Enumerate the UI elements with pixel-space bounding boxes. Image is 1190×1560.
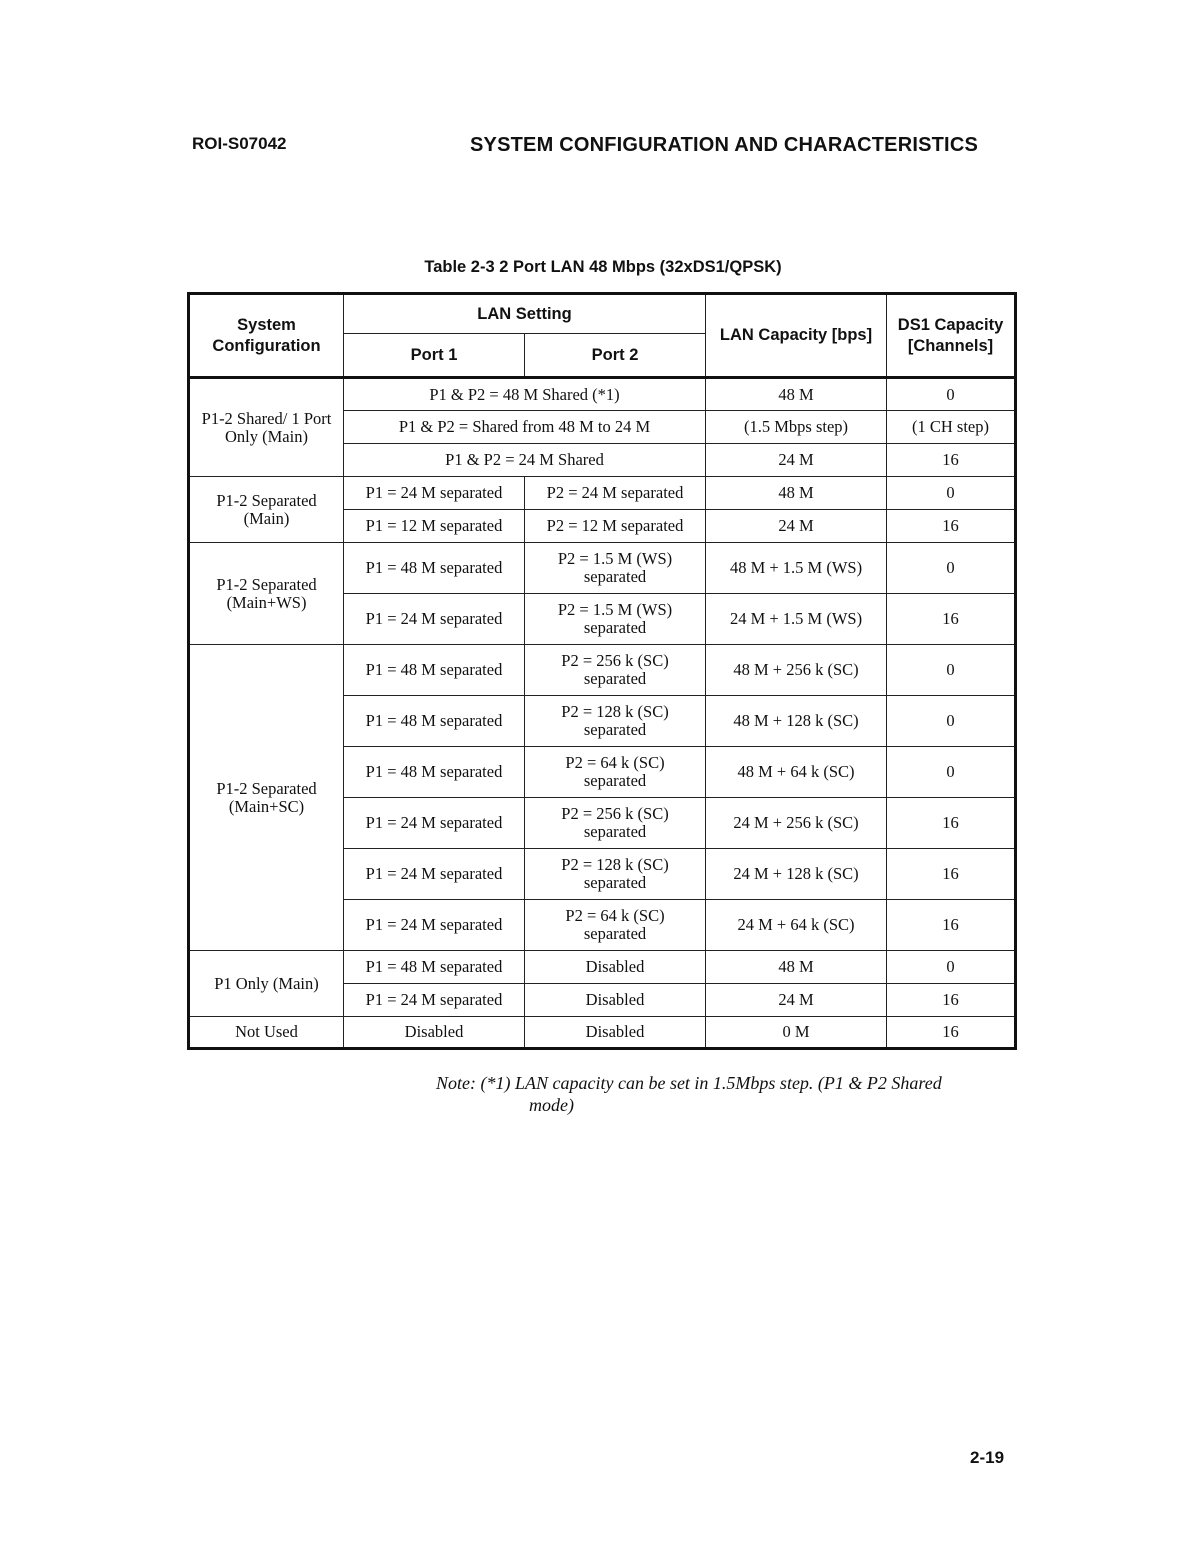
config-cell: P1-2 Separated (Main+SC) [189, 645, 344, 951]
port1-cell: P1 = 24 M separated [344, 594, 525, 645]
port2-cell [525, 543, 706, 594]
note-line1: Note: (*1) LAN capacity can be set in 1.5Mbps step. (P1 & P2 Shared [436, 1073, 942, 1093]
lan-capacity-cell: 48 M + 1.5 M (WS) [706, 543, 887, 594]
port2-line1: P2 = 256 k (SC) [561, 804, 669, 823]
port2-line1: P2 = 128 k (SC) [561, 855, 669, 874]
ds1-cell: 16 [887, 900, 1016, 951]
lan-capacity-cell: 24 M + 1.5 M (WS) [706, 594, 887, 645]
ds1-cell: 0 [887, 645, 1016, 696]
ds1-cell: 16 [887, 849, 1016, 900]
section-title: SYSTEM CONFIGURATION AND CHARACTERISTICS [470, 134, 978, 156]
port1-cell: P1 = 24 M separated [344, 849, 525, 900]
port2-cell: Disabled [525, 1017, 706, 1049]
port1-cell: P1 = 12 M separated [344, 510, 525, 543]
lan-capacity-cell: 48 M [706, 477, 887, 510]
port2-cell [525, 849, 706, 900]
port2-line1: P2 = 256 k (SC) [561, 651, 669, 670]
config-cell: P1-2 Separated (Main) [189, 477, 344, 543]
port2-line2: separated [583, 618, 647, 637]
port2-line2: separated [583, 669, 647, 688]
port2-cell [525, 747, 706, 798]
port2-cell: P2 = 12 M separated [525, 510, 706, 543]
ds1-cell: 16 [887, 444, 1016, 477]
ds1-cell: 0 [887, 378, 1016, 411]
port2-cell: P2 = 24 M separated [525, 477, 706, 510]
config-cell: P1 Only (Main) [189, 951, 344, 1017]
lan-capacity-cell: 0 M [706, 1017, 887, 1049]
config-cell: Not Used [189, 1017, 344, 1049]
ds1-cell: 0 [887, 747, 1016, 798]
ds1-cell: (1 CH step) [887, 411, 1016, 444]
config-cell: P1-2 Separated (Main+WS) [189, 543, 344, 645]
ds1-cell: 0 [887, 951, 1016, 984]
port2-cell: Disabled [525, 984, 706, 1017]
port1-cell: Disabled [344, 1017, 525, 1049]
ds1-cell: 16 [887, 510, 1016, 543]
port1-cell: P1 = 24 M separated [344, 900, 525, 951]
table-row [189, 378, 1016, 411]
header-port2: Port 2 [525, 334, 706, 378]
ds1-cell: 16 [887, 984, 1016, 1017]
port2-cell [525, 645, 706, 696]
port1-cell: P1 = 48 M separated [344, 747, 525, 798]
port2-cell: Disabled [525, 951, 706, 984]
port2-line2: separated [583, 822, 647, 841]
header-ds1-capacity: DS1 Capacity [Channels] [887, 294, 1016, 378]
port2-line2: separated [583, 873, 647, 892]
lan-setting-cell: P1 & P2 = 24 M Shared [344, 444, 706, 477]
note-line2: mode) [529, 1095, 574, 1115]
ds1-cell: 0 [887, 543, 1016, 594]
header-system-configuration: System Configuration [189, 294, 344, 378]
port1-cell: P1 = 24 M separated [344, 798, 525, 849]
port2-line2: separated [583, 567, 647, 586]
ds1-cell: 0 [887, 696, 1016, 747]
port1-cell: P1 = 48 M separated [344, 543, 525, 594]
port2-line1: P2 = 128 k (SC) [561, 702, 669, 721]
port2-line2: separated [583, 771, 647, 790]
port2-cell [525, 696, 706, 747]
port2-cell [525, 798, 706, 849]
lan-capacity-cell: 24 M + 128 k (SC) [706, 849, 887, 900]
table-row [189, 477, 1016, 510]
config-cell: P1-2 Shared/ 1 Port Only (Main) [189, 378, 344, 477]
lan-capacity-cell: 48 M + 256 k (SC) [706, 645, 887, 696]
lan-config-table [187, 292, 1017, 1050]
document-id: ROI-S07042 [192, 134, 287, 153]
lan-capacity-cell: 24 M [706, 984, 887, 1017]
port2-line2: separated [583, 924, 647, 943]
port2-cell [525, 594, 706, 645]
lan-capacity-cell: 24 M + 64 k (SC) [706, 900, 887, 951]
table-row [189, 1017, 1016, 1049]
ds1-cell: 0 [887, 477, 1016, 510]
port1-cell: P1 = 24 M separated [344, 984, 525, 1017]
page-number: 2-19 [970, 1448, 1005, 1467]
table-caption: Table 2-3 2 Port LAN 48 Mbps (32xDS1/QPSK) [424, 258, 782, 276]
lan-setting-cell: P1 & P2 = Shared from 48 M to 24 M [344, 411, 706, 444]
table-row [189, 645, 1016, 696]
port2-line1: P2 = 1.5 M (WS) [557, 600, 673, 619]
table-note [436, 1072, 1016, 1116]
ds1-cell: 16 [887, 594, 1016, 645]
table-row [189, 951, 1016, 984]
port1-cell: P1 = 48 M separated [344, 645, 525, 696]
port2-line2: separated [583, 720, 647, 739]
lan-capacity-cell: 24 M [706, 444, 887, 477]
port2-line1: P2 = 64 k (SC) [565, 906, 665, 925]
port1-cell: P1 = 48 M separated [344, 696, 525, 747]
lan-capacity-cell: 24 M [706, 510, 887, 543]
lan-capacity-cell: 48 M [706, 951, 887, 984]
table-row [189, 543, 1016, 594]
port2-line1: P2 = 1.5 M (WS) [557, 549, 673, 568]
lan-setting-cell: P1 & P2 = 48 M Shared (*1) [344, 378, 706, 411]
lan-capacity-cell: 48 M + 64 k (SC) [706, 747, 887, 798]
port1-cell: P1 = 48 M separated [344, 951, 525, 984]
port2-cell [525, 900, 706, 951]
ds1-cell: 16 [887, 798, 1016, 849]
lan-capacity-cell: 48 M [706, 378, 887, 411]
lan-capacity-cell: 24 M + 256 k (SC) [706, 798, 887, 849]
ds1-cell: 16 [887, 1017, 1016, 1049]
header-lan-setting: LAN Setting [344, 294, 706, 334]
header-lan-capacity: LAN Capacity [bps] [706, 294, 887, 378]
port1-cell: P1 = 24 M separated [344, 477, 525, 510]
header-port1: Port 1 [344, 334, 525, 378]
lan-capacity-cell: (1.5 Mbps step) [706, 411, 887, 444]
port2-line1: P2 = 64 k (SC) [565, 753, 665, 772]
lan-capacity-cell: 48 M + 128 k (SC) [706, 696, 887, 747]
